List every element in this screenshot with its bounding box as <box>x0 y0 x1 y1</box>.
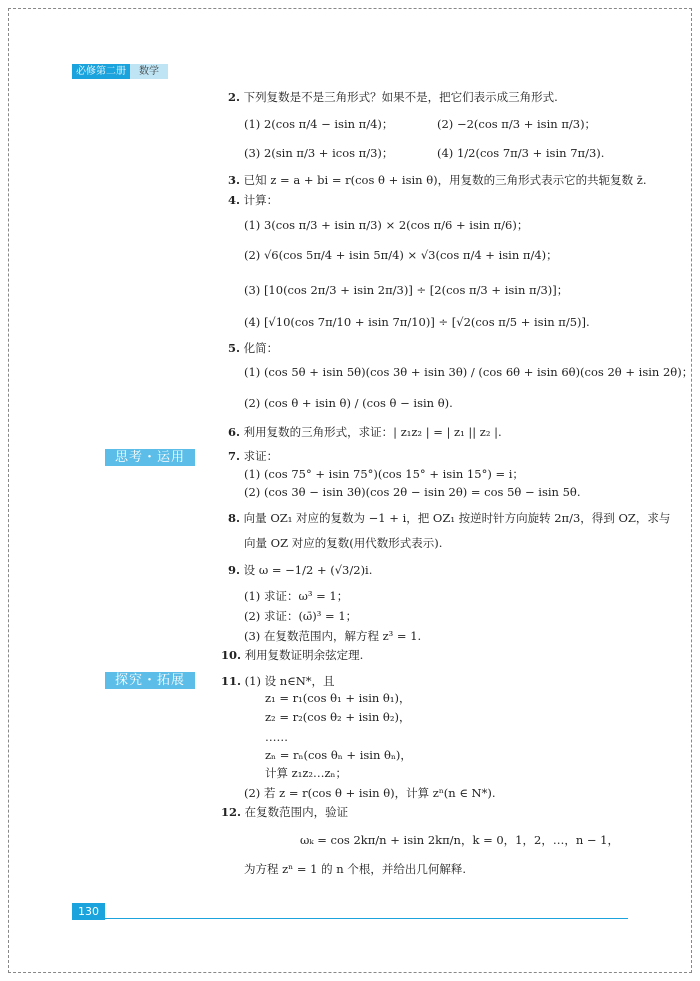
exercise-5-2: (2) (cos θ + isin θ) / (cos θ − isin θ). <box>244 396 453 410</box>
exercise-9-3: (3) 在复数范围内，解方程 z³ = 1. <box>244 629 422 643</box>
exercise-8 <box>228 510 670 526</box>
exercise-11-compute: 计算 z₁z₂…zₙ； <box>265 766 348 780</box>
exercise-number: 4. <box>228 193 241 207</box>
exercise-11-z1: z₁ = r₁(cos θ₁ + isin θ₁)， <box>265 691 411 705</box>
exercise-number: 9. <box>228 563 241 577</box>
exercise-2-2: (2) −2(cos π/3 + isin π/3)； <box>437 117 597 131</box>
exercise-number: 7. <box>228 449 241 463</box>
exercise-2-4: (4) 1/2(cos 7π/3 + isin 7π/3). <box>437 146 605 160</box>
exercise-4-2: (2) √6(cos 5π/4 + isin 5π/4) × √3(cos π/4 + isin π/4)； <box>244 248 558 262</box>
exercise-text: 下列复数是不是三角形式？如果不是，把它们表示成三角形式. <box>243 90 558 104</box>
exercise-4 <box>228 192 278 208</box>
exercise-5 <box>228 340 278 356</box>
exercise-text: 设 ω = −1/2 + (√3/2)i. <box>243 563 373 577</box>
exercise-4-3: (3) [10(cos 2π/3 + isin 2π/3)] ÷ [2(cos π/3 + isin π/3)]； <box>244 283 569 297</box>
exercise-number: 6. <box>228 425 241 439</box>
exercise-5-1: (1) (cos 5θ + isin 5θ)(cos 3θ + isin 3θ) / (cos 6θ + isin 6θ)(cos 2θ + isin 2θ)； <box>244 365 694 379</box>
exercise-text: 化简： <box>243 341 279 355</box>
footer-rule <box>105 918 628 919</box>
exercise-11 <box>221 673 335 689</box>
section-think-apply: 思考・运用 <box>105 449 195 466</box>
exercise-4-1: (1) 3(cos π/3 + isin π/3) × 2(cos π/6 + isin π/6)； <box>244 218 529 232</box>
exercise-text: (1) 设 n∈N*，且 <box>244 674 335 688</box>
exercise-11-ellipsis: …… <box>265 730 288 744</box>
exercise-7-1: (1) (cos 75° + isin 75°)(cos 15° + isin 15°) = i； <box>244 467 524 481</box>
exercise-11-zn: zₙ = rₙ(cos θₙ + isin θₙ)， <box>265 748 412 762</box>
exercise-text: 已知 z = a + bi = r(cos θ + isin θ)，用复数的三角形式表示它的共轭复数 z̄. <box>243 173 647 187</box>
subject-label: 数学 <box>130 64 168 79</box>
exercise-text: 利用复数的三角形式，求证：| z₁z₂ | = | z₁ || z₂ |. <box>243 425 502 439</box>
exercise-9 <box>228 562 372 578</box>
exercise-9-2: (2) 求证：(ω̄)³ = 1； <box>244 609 358 623</box>
exercise-7-2: (2) (cos 3θ − isin 3θ)(cos 2θ − isin 2θ) = cos 5θ − isin 5θ. <box>244 485 581 499</box>
page-number: 130 <box>72 903 105 920</box>
exercise-6 <box>228 424 502 440</box>
exercise-12-formula: ωₖ = cos 2kπ/n + isin 2kπ/n，k = 0，1，2，…，n − 1， <box>300 833 619 847</box>
exercise-2-3: (3) 2(sin π/3 + icos π/3)； <box>244 146 394 160</box>
exercise-number: 8. <box>228 511 241 525</box>
exercise-text: 求证： <box>243 449 279 463</box>
exercise-text: 向量 OZ₁ 对应的复数为 −1 + i，把 OZ₁ 按逆时针方向旋转 2π/3，得到 OZ，求与 <box>243 511 671 525</box>
exercise-12 <box>221 804 348 820</box>
exercise-text: 在复数范围内，验证 <box>244 805 349 819</box>
exercise-4-4: (4) [√10(cos 7π/10 + isin 7π/10)] ÷ [√2(cos π/5 + isin π/5)]. <box>244 315 590 329</box>
exercise-11-z2: z₂ = r₂(cos θ₂ + isin θ₂)， <box>265 710 411 724</box>
exercise-2-1: (1) 2(cos π/4 − isin π/4)； <box>244 117 394 131</box>
exercise-7 <box>228 448 278 464</box>
exercise-number: 3. <box>228 173 241 187</box>
exercise-number: 2. <box>228 90 241 104</box>
exercise-12-cont: 为方程 zⁿ = 1 的 n 个根，并给出几何解释. <box>244 862 466 876</box>
exercise-3 <box>228 172 647 188</box>
exercise-8-cont: 向量 OZ 对应的复数(用代数形式表示). <box>244 536 443 550</box>
exercise-text: 计算： <box>243 193 279 207</box>
exercise-number: 10. <box>221 648 242 662</box>
exercise-number: 12. <box>221 805 242 819</box>
exercise-11-2: (2) 若 z = r(cos θ + isin θ)，计算 zⁿ(n ∈ N*). <box>244 786 496 800</box>
exercise-2 <box>228 89 558 105</box>
exercise-text: 利用复数证明余弦定理. <box>244 648 364 662</box>
section-explore-extend: 探究・拓展 <box>105 672 195 689</box>
exercise-number: 11. <box>221 674 242 688</box>
exercise-10 <box>221 647 363 663</box>
exercise-9-1: (1) 求证：ω³ = 1； <box>244 589 349 603</box>
book-label: 必修第二册 <box>72 64 130 79</box>
exercise-number: 5. <box>228 341 241 355</box>
